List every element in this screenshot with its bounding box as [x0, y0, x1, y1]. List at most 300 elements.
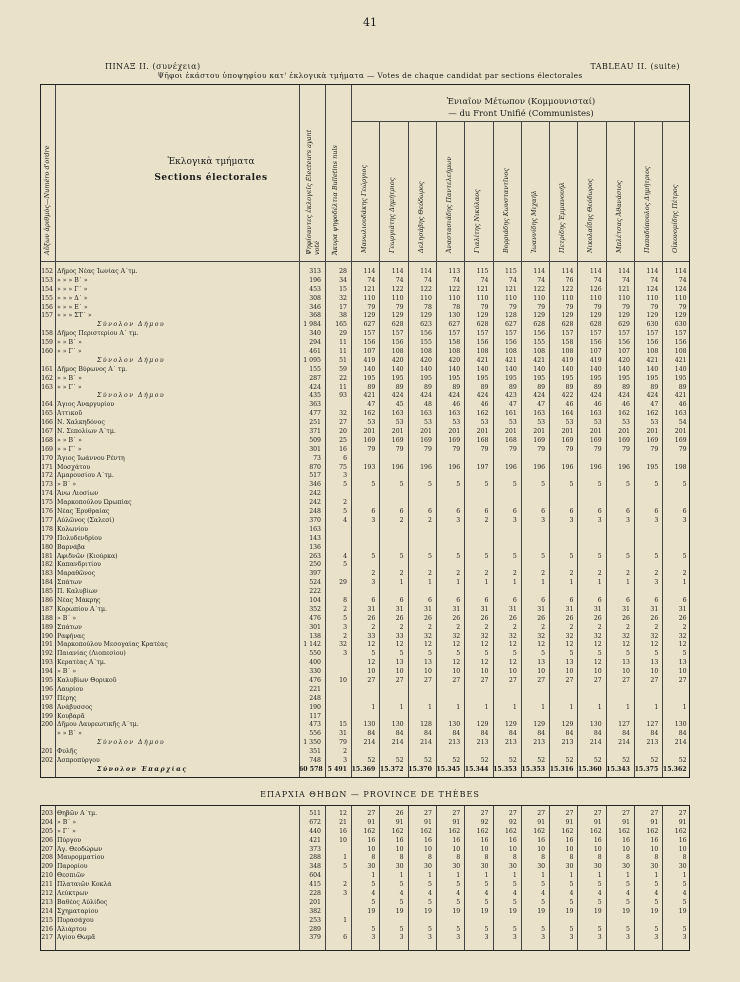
voters-cell: 435	[309, 392, 321, 400]
vote-cell: 16	[480, 836, 489, 844]
vote-cell: 12	[480, 641, 489, 649]
vote-cell: 89	[480, 383, 489, 391]
voters-cell: 370	[309, 516, 321, 524]
vote-cell: 5	[654, 552, 659, 560]
vote-cell: 113	[448, 268, 461, 275]
vote-cell: 31	[480, 605, 489, 613]
vote-cell: 19	[508, 907, 517, 915]
vote-cell: 1	[682, 872, 687, 880]
vote-cell: 201	[674, 428, 687, 436]
section-name: Μαρκοπούλου Ὠρωπίας	[57, 499, 132, 507]
vote-cell: 74	[395, 276, 404, 284]
row-number: 217	[41, 934, 53, 942]
vote-cell: 26	[367, 614, 376, 622]
vote-cell: 31	[424, 605, 432, 613]
voters-cell: 368	[309, 312, 321, 320]
blank-cell: 11	[339, 383, 347, 391]
row-number: 205	[41, 827, 53, 835]
vote-cell: 10	[678, 845, 687, 853]
voters-cell: 421	[309, 836, 321, 844]
vote-cell: 201	[420, 428, 432, 436]
table-row	[41, 917, 691, 926]
vote-cell: 4	[569, 890, 574, 898]
table-row	[41, 526, 691, 535]
table-row	[41, 757, 691, 766]
vote-cell: 156	[618, 339, 630, 347]
vote-cell: 6	[399, 508, 404, 516]
vote-cell: 1	[597, 872, 602, 880]
vote-cell: 10	[565, 845, 574, 853]
row-number: 163	[41, 383, 53, 391]
vote-cell: 10	[395, 668, 404, 676]
blank-cell: 1	[343, 916, 347, 924]
vote-cell: 129	[533, 312, 546, 320]
voters-cell: 1 984	[303, 321, 321, 329]
vote-cell: 162	[391, 827, 404, 835]
vote-cell: 6	[569, 508, 574, 516]
vote-cell: 140	[363, 365, 376, 373]
vote-cell: 424	[618, 392, 630, 400]
vote-cell: 12	[508, 659, 517, 667]
vote-cell: 3	[654, 579, 659, 587]
vote-cell: 195	[476, 374, 489, 382]
vote-cell: 156	[646, 339, 659, 347]
table-row	[41, 713, 691, 722]
section-name: Σύνολον Δήμου	[97, 392, 166, 400]
vote-cell: 140	[476, 365, 489, 373]
blank-cell: 20	[339, 428, 347, 436]
vote-cell: 1	[512, 703, 517, 711]
row-number: 176	[41, 508, 53, 516]
vote-cell: 162	[420, 827, 432, 835]
blank-cell: 4	[343, 552, 347, 560]
vote-cell: 27	[565, 676, 574, 684]
vote-cell: 19	[395, 907, 404, 915]
vote-cell: 108	[448, 348, 461, 356]
table-row	[41, 286, 691, 295]
voters-cell: 301	[309, 445, 321, 453]
section-name: Ἀνάβυσσος	[57, 703, 93, 711]
vote-cell: 2	[569, 623, 574, 631]
vote-cell: 114	[589, 268, 602, 275]
vote-cell: 129	[391, 312, 404, 320]
vote-cell: 26	[480, 614, 489, 622]
vote-cell: 424	[589, 392, 602, 400]
vote-cell: 5	[597, 552, 602, 560]
vote-cell: 169	[561, 436, 574, 444]
vote-cell: 74	[452, 276, 461, 284]
vote-cell: 15.372	[379, 765, 404, 773]
vote-cell: 169	[363, 436, 376, 444]
vote-cell: 15.369	[351, 765, 376, 773]
vote-cell: 19	[367, 907, 376, 915]
voters-cell: 870	[309, 463, 321, 471]
vote-cell: 89	[424, 383, 432, 391]
vote-cell: 27	[508, 676, 517, 684]
vote-cell: 121	[363, 285, 376, 293]
section-name: Σπάτων	[57, 579, 82, 587]
row-number: 199	[41, 712, 53, 720]
vote-cell: 2	[626, 570, 630, 578]
vote-cell: 13	[395, 659, 404, 667]
vote-cell: 214	[391, 739, 404, 747]
vote-cell: 16	[537, 836, 546, 844]
table-row	[41, 472, 691, 481]
vote-cell: 74	[424, 276, 432, 284]
blank-cell: 34	[339, 276, 347, 284]
vote-cell: 91	[424, 818, 432, 826]
vote-cell: 169	[646, 436, 659, 444]
row-number: 192	[41, 650, 53, 658]
blank-cell: 16	[339, 827, 347, 835]
vote-cell: 15.360	[578, 765, 602, 773]
vote-cell: 5	[484, 481, 489, 489]
voters-cell: 136	[309, 543, 321, 551]
vote-cell: 27	[424, 676, 432, 684]
voters-cell: 351	[309, 748, 321, 756]
section-name: Μαυρομματίου	[57, 854, 105, 862]
vote-cell: 3	[682, 516, 687, 524]
vote-cell: 26	[650, 614, 659, 622]
vote-cell: 8	[626, 854, 630, 862]
vote-cell: 79	[622, 303, 630, 311]
vote-cell: 79	[367, 445, 376, 453]
vote-cell: 163	[533, 410, 546, 418]
vote-cell: 84	[678, 730, 687, 738]
vote-cell: 10	[424, 845, 432, 853]
vote-cell: 214	[420, 739, 432, 747]
vote-cell: 630	[674, 321, 687, 329]
vote-cell: 10	[508, 668, 517, 676]
vote-cell: 169	[589, 436, 602, 444]
vote-cell: 108	[391, 348, 404, 356]
row-number: 214	[41, 907, 53, 915]
row-number: 166	[41, 419, 53, 427]
section-name: » » » Γ΄ »	[57, 285, 88, 293]
vote-cell: 5	[654, 925, 659, 933]
section-name: Δῆμος Περιστερίου Α΄ τμ.	[57, 330, 139, 338]
voters-cell: 253	[309, 916, 321, 924]
vote-cell: 12	[537, 641, 546, 649]
voters-cell: 288	[309, 854, 321, 862]
row-number: 213	[41, 898, 53, 906]
voters-cell: 138	[309, 632, 321, 640]
vote-cell: 129	[363, 312, 376, 320]
vote-cell: 26	[395, 614, 404, 622]
vote-cell: 52	[565, 756, 574, 764]
vote-cell: 15.362	[662, 765, 687, 773]
vote-cell: 4	[541, 890, 546, 898]
vote-cell: 84	[424, 730, 432, 738]
table-row	[41, 410, 691, 419]
vote-cell: 198	[674, 463, 687, 471]
table-row	[41, 464, 691, 473]
vote-cell: 2	[427, 516, 432, 524]
voters-cell: 251	[309, 419, 321, 427]
vote-cell: 5	[597, 881, 602, 889]
vote-cell: 79	[593, 303, 602, 311]
vote-cell: 3	[626, 934, 630, 942]
section-name: Σύνολον Ἐπαρχίας	[97, 765, 188, 773]
group-header-el: Ἑνιαῖον Μέτωπον (Κομμουνισταί)	[446, 97, 596, 107]
vote-cell: 16	[593, 836, 602, 844]
section-name: Καπανδριτίου	[57, 561, 101, 569]
vote-cell: 31	[650, 605, 659, 613]
voters-cell: 379	[309, 934, 321, 942]
vote-cell: 27	[537, 810, 546, 817]
vote-cell: 16	[452, 836, 461, 844]
vote-cell: 127	[618, 721, 630, 729]
table-row	[41, 553, 691, 562]
voters-cell: 604	[309, 872, 321, 880]
section-name: » » » Ε΄ »	[57, 303, 88, 311]
vote-cell: 10	[424, 668, 432, 676]
vote-cell: 19	[650, 907, 659, 915]
vote-cell: 424	[391, 392, 404, 400]
results-table-2	[40, 805, 690, 951]
vote-cell: 91	[537, 818, 546, 826]
row-number: 152	[41, 268, 53, 275]
vote-cell: 6	[371, 596, 376, 604]
candidate-header: Ἰωαννίδης Μιχαήλ	[529, 190, 538, 253]
vote-cell: 2	[399, 570, 404, 578]
vote-cell: 162	[504, 827, 517, 835]
vote-cell: 4	[456, 890, 461, 898]
vote-cell: 15.375	[634, 765, 659, 773]
vote-cell: 163	[420, 410, 432, 418]
vote-cell: 157	[476, 330, 489, 338]
section-name: Κολωνίου	[57, 525, 88, 533]
vote-cell: 2	[456, 623, 461, 631]
vote-cell: 53	[537, 419, 546, 427]
vote-cell: 201	[363, 428, 376, 436]
table-row	[41, 615, 691, 624]
vote-cell: 5	[541, 925, 546, 933]
vote-cell: 84	[480, 730, 489, 738]
section-name: Μοσχάτου	[57, 463, 91, 471]
vote-cell: 419	[363, 356, 376, 364]
vote-cell: 10	[650, 668, 659, 676]
table-row	[41, 268, 691, 277]
vote-cell: 5	[569, 898, 574, 906]
row-number: 189	[41, 623, 53, 631]
vote-cell: 5	[399, 925, 404, 933]
row-number: 180	[41, 543, 53, 551]
table-row	[41, 934, 691, 943]
blank-cell: 5	[343, 508, 347, 516]
vote-cell: 110	[504, 294, 517, 302]
blank-cell: 6	[343, 934, 347, 942]
vote-cell: 12	[480, 659, 489, 667]
vote-cell: 2	[626, 623, 630, 631]
section-name: » Β΄ »	[57, 481, 77, 489]
section-name: Ἀττικοῦ	[57, 410, 83, 418]
vote-cell: 12	[593, 659, 602, 667]
vote-cell: 1	[427, 703, 432, 711]
vote-cell: 3	[597, 934, 602, 942]
vote-cell: 168	[504, 436, 517, 444]
vote-cell: 1	[626, 872, 630, 880]
sections-title-fr: Sections électorales	[154, 173, 268, 183]
candidate-header: Μανωλιουδάκης Γεώργιος	[360, 164, 368, 253]
vote-cell: 121	[504, 285, 517, 293]
vote-cell: 5	[654, 881, 659, 889]
vote-cell: 8	[682, 854, 687, 862]
vote-cell: 1	[654, 703, 659, 711]
vote-cell: 32	[508, 632, 517, 640]
vote-cell: 47	[367, 401, 376, 409]
row-number: 197	[41, 694, 53, 702]
vote-cell: 5	[484, 898, 489, 906]
row-number: 161	[41, 365, 53, 373]
vote-cell: 6	[512, 596, 517, 604]
vote-cell: 421	[533, 356, 546, 364]
vote-cell: 169	[533, 436, 546, 444]
vote-cell: 16	[622, 836, 630, 844]
vote-cell: 122	[391, 285, 404, 293]
voters-cell: 222	[309, 588, 321, 596]
section-name: Κερατέας Α΄τμ.	[57, 659, 106, 667]
vote-cell: 129	[561, 721, 574, 729]
vote-cell: 421	[646, 356, 659, 364]
blank-cell: 51	[339, 356, 347, 364]
vote-cell: 1	[371, 703, 376, 711]
vote-cell: 128	[420, 721, 432, 729]
table-row	[41, 606, 691, 615]
vote-cell: 8	[569, 854, 574, 862]
row-number: 173	[41, 481, 53, 489]
vote-cell: 8	[427, 854, 432, 862]
vote-cell: 627	[363, 321, 376, 329]
table-row	[41, 686, 691, 695]
section-name: Μαρκοπούλου Μεσογαίας Κρατέας	[57, 641, 168, 649]
vote-cell: 108	[674, 348, 687, 356]
table-row	[41, 375, 691, 384]
vote-cell: 6	[682, 596, 687, 604]
vote-cell: 6	[626, 596, 630, 604]
blank-cell: 29	[339, 330, 347, 338]
section-name: Ἀλιάρτου	[57, 925, 87, 933]
vote-cell: 8	[512, 854, 517, 862]
vote-cell: 1	[427, 872, 432, 880]
vote-cell: 84	[650, 730, 659, 738]
col-number-header: Αὔξων ἀριθμὸς—Numéro d'ordre	[43, 145, 51, 255]
header-divider	[41, 261, 689, 262]
vote-cell: 5	[399, 898, 404, 906]
section-name: Πέρης	[57, 694, 77, 702]
vote-cell: 79	[424, 445, 432, 453]
vote-cell: 140	[646, 365, 659, 373]
vote-cell: 79	[452, 445, 461, 453]
voters-cell: 143	[309, 534, 321, 542]
vote-cell: 140	[533, 365, 546, 373]
section-name: » » Γ΄ »	[57, 383, 82, 391]
vote-cell: 5	[569, 925, 574, 933]
vote-cell: 214	[363, 739, 376, 747]
vote-cell: 124	[646, 285, 659, 293]
table-row	[41, 535, 691, 544]
row-number: 164	[41, 401, 53, 409]
vote-cell: 196	[420, 463, 432, 471]
row-number: 202	[41, 756, 53, 764]
vote-cell: 5	[484, 650, 489, 658]
vote-cell: 196	[618, 463, 630, 471]
vote-cell: 31	[395, 605, 404, 613]
vote-cell: 3	[371, 934, 376, 942]
vote-cell: 74	[480, 276, 489, 284]
blank-cell: 16	[339, 445, 347, 453]
vote-cell: 108	[476, 348, 489, 356]
table-body-2	[41, 810, 691, 943]
table-row	[41, 677, 691, 686]
vote-cell: 5	[399, 552, 404, 560]
vote-cell: 3	[371, 579, 376, 587]
row-number: 178	[41, 525, 53, 533]
vote-cell: 1	[569, 703, 574, 711]
vote-cell: 107	[618, 348, 630, 356]
vote-cell: 129	[561, 312, 574, 320]
vote-cell: 114	[420, 268, 432, 275]
section-name: Πλαταιῶν Κοκλά	[57, 881, 112, 889]
table-row	[41, 846, 691, 855]
voters-cell: 672	[309, 818, 321, 826]
vote-cell: 201	[561, 428, 574, 436]
vote-cell: 26	[508, 614, 517, 622]
vote-cell: 5	[682, 898, 687, 906]
voters-cell: 242	[309, 499, 321, 507]
section-name: Δῆμου Λαυρεωτικῆς Α΄τμ.	[57, 721, 139, 729]
vote-cell: 89	[452, 383, 461, 391]
vote-cell: 32	[537, 632, 546, 640]
vote-cell: 2	[427, 623, 432, 631]
vote-cell: 16	[650, 836, 659, 844]
vote-cell: 91	[650, 818, 659, 826]
vote-cell: 5	[371, 898, 376, 906]
vote-cell: 5	[427, 481, 432, 489]
vote-cell: 1	[682, 703, 687, 711]
section-name: Ἁγ. Θεοδώρων	[57, 845, 103, 853]
vote-cell: 1	[597, 703, 602, 711]
vote-cell: 6	[569, 596, 574, 604]
vote-cell: 52	[452, 756, 461, 764]
vote-cell: 27	[650, 810, 659, 817]
vote-cell: 16	[508, 836, 517, 844]
table-row	[41, 828, 691, 837]
voters-cell: 1 350	[303, 739, 321, 747]
vote-cell: 129	[674, 312, 687, 320]
vote-cell: 110	[561, 294, 574, 302]
vote-cell: 2	[484, 516, 489, 524]
vote-cell: 424	[476, 392, 489, 400]
vote-cell: 130	[448, 312, 461, 320]
vote-cell: 74	[650, 276, 659, 284]
vote-cell: 2	[654, 623, 659, 631]
vote-cell: 6	[371, 508, 376, 516]
blank-cell: 75	[339, 463, 347, 471]
vote-cell: 5	[456, 881, 461, 889]
section-name: Νέας Μάκρης	[57, 596, 101, 604]
vote-cell: 129	[504, 721, 517, 729]
vote-cell: 5	[371, 552, 376, 560]
voters-cell: 60 578	[299, 765, 323, 773]
vote-cell: 1	[399, 579, 404, 587]
vote-cell: 5	[569, 650, 574, 658]
vote-cell: 421	[363, 392, 376, 400]
vote-cell: 157	[674, 330, 687, 338]
row-number: 193	[41, 659, 53, 667]
vote-cell: 114	[533, 268, 546, 275]
vote-cell: 74	[508, 276, 517, 284]
